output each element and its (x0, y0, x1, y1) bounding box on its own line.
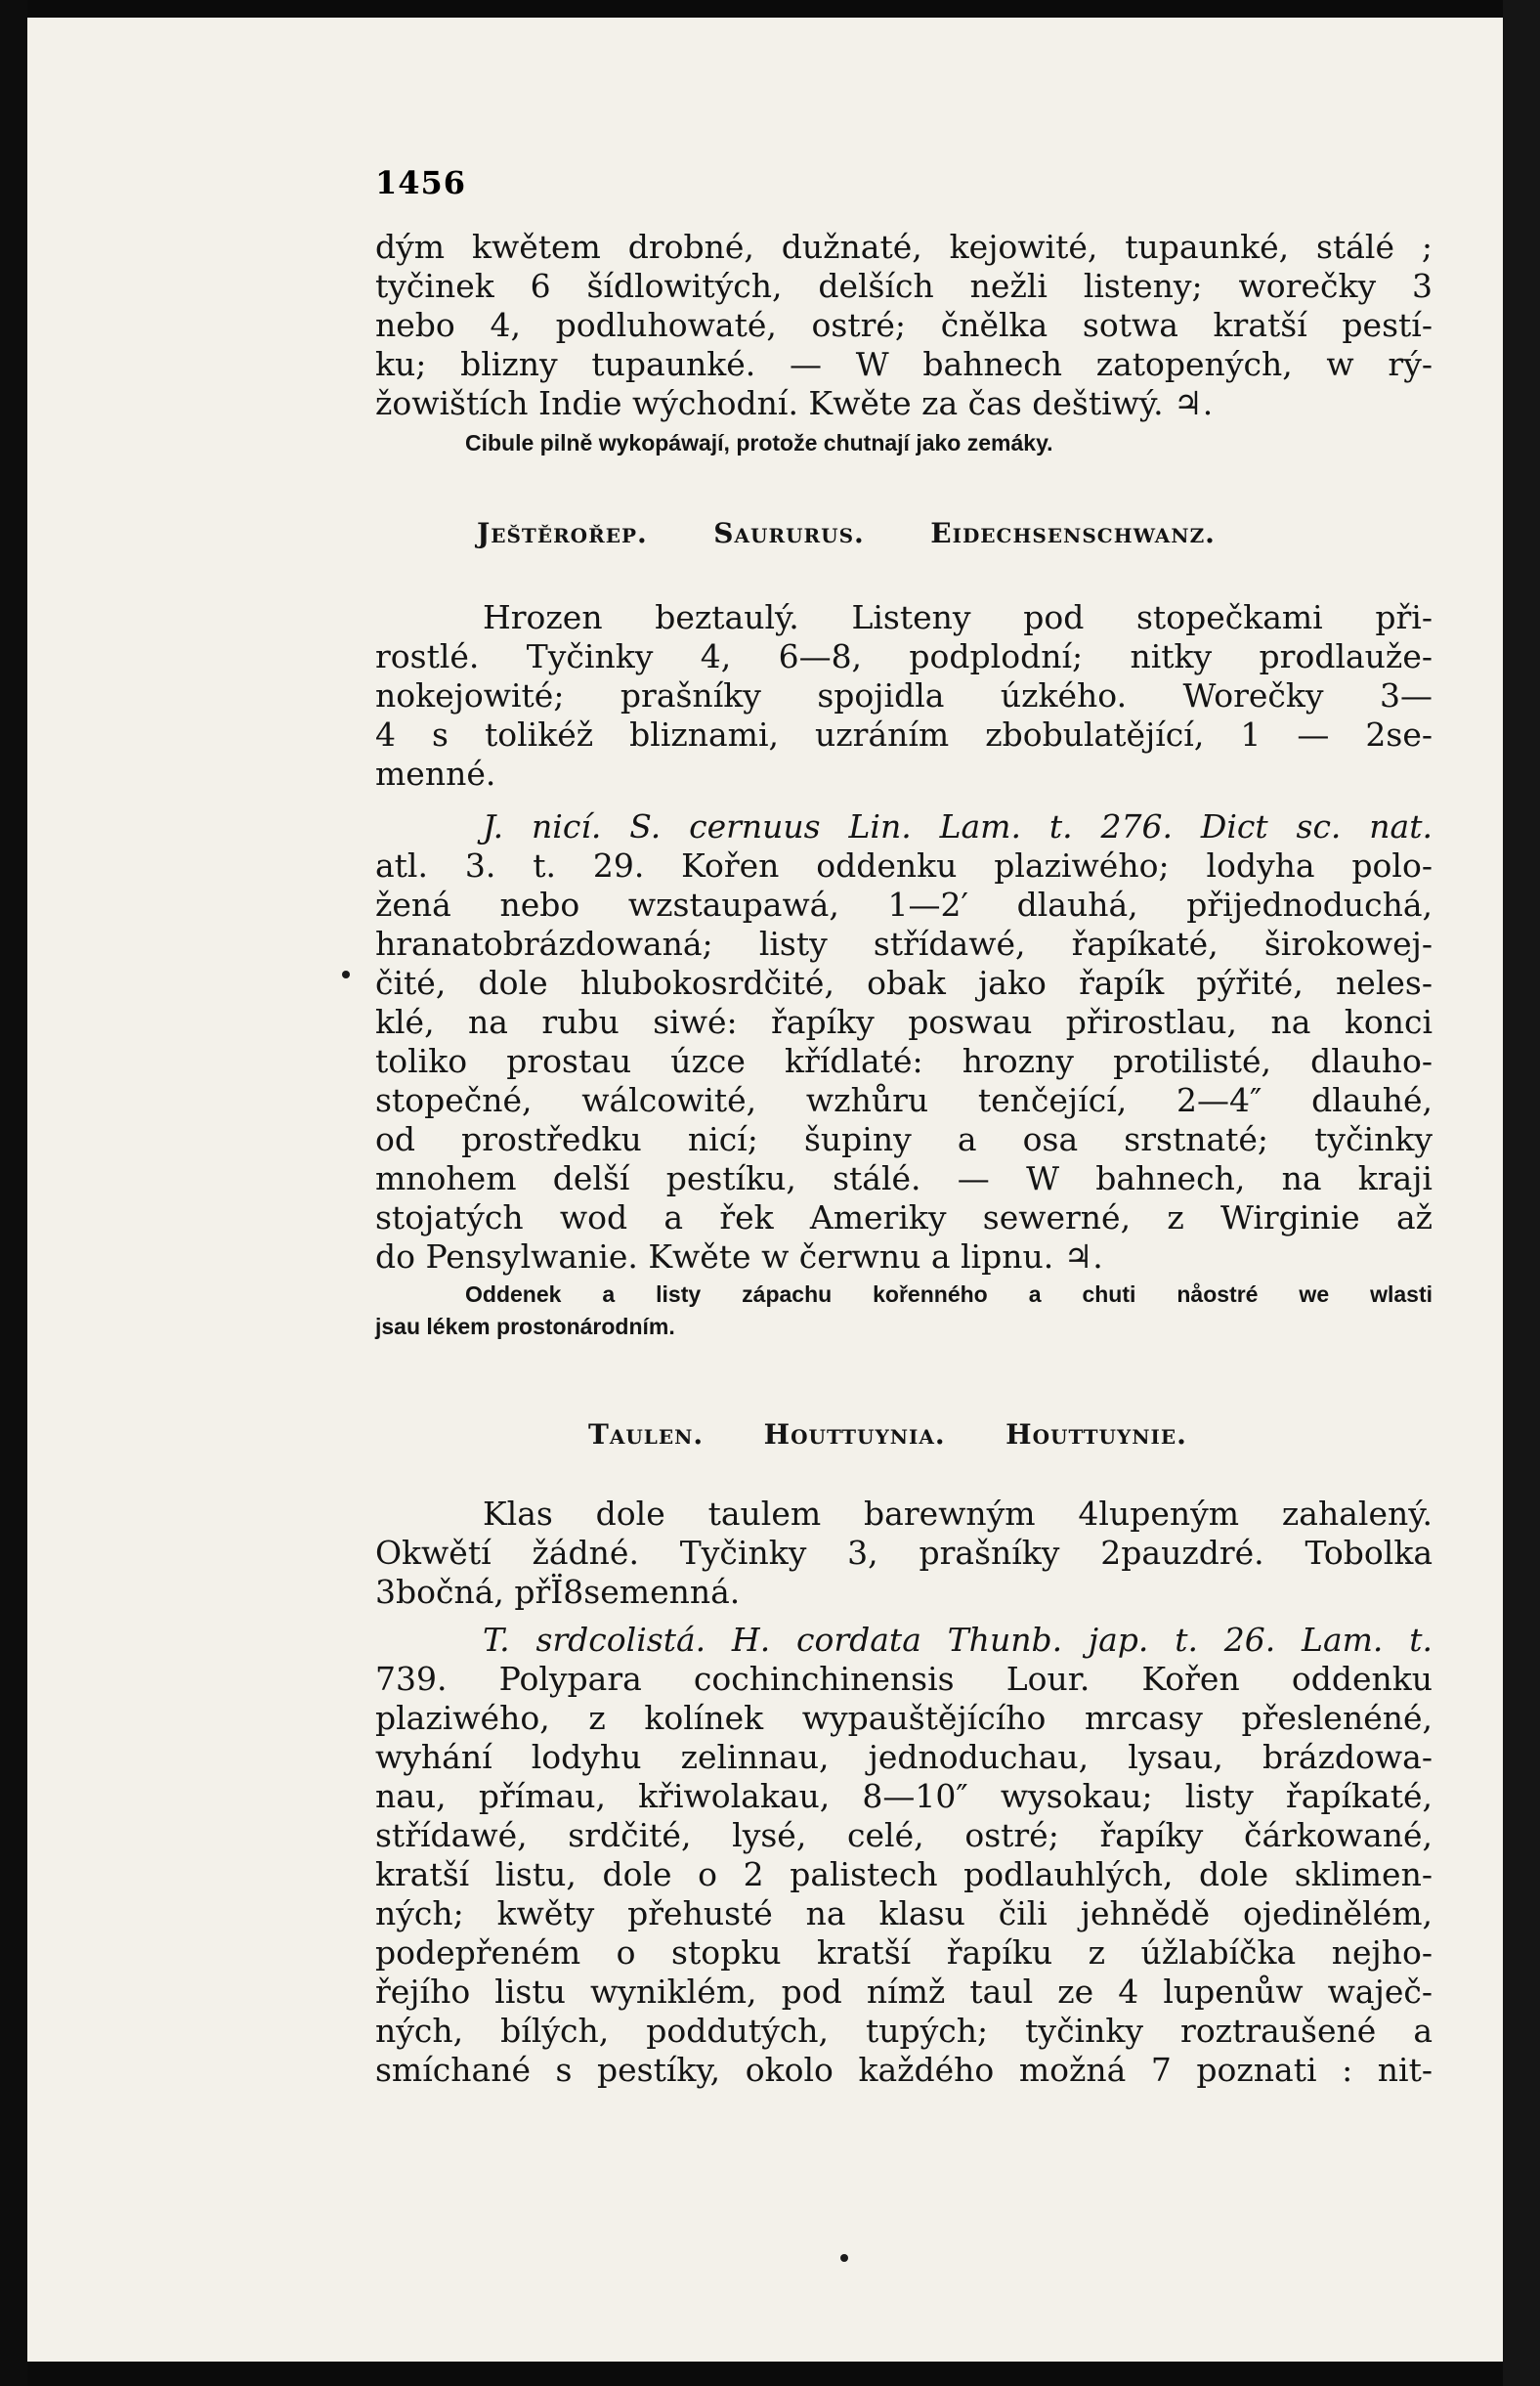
usage-note: Cibule pilně wykopáwají, protože chutnají jako zemáky. (465, 430, 1053, 456)
text-line: tyčinek 6 šídlowitých, delších nežli listeny; worečky 3 (375, 267, 1433, 305)
text-line: toliko prostau úzce křídlaté: hrozny protilisté, dlauho- (375, 1042, 1433, 1080)
text-line: kratší listu, dole o 2 palistech podlauhlých, dole sklimen- (375, 1855, 1433, 1893)
page-number: 1456 (375, 164, 467, 201)
text-line: 4 s tolikéž bliznami, uzráním zbobulatějící, 1 — 2se- (375, 716, 1433, 754)
ink-speck (840, 2254, 848, 2262)
text-line: J. nicí. S. cernuus Lin. Lam. t. 276. Dict sc. nat. (483, 807, 1433, 846)
book-page (27, 18, 1511, 2362)
text-line: střídawé, srdčité, lysé, celé, ostré; řapíky čárkowané, (375, 1816, 1433, 1854)
genus-latin-name: Saururus. (713, 517, 865, 549)
text-line: hranatobrázdowaná; listy střídawé, řapíkaté, širokowej- (375, 925, 1433, 963)
text-line: Klas dole taulem barewným 4lupeným zahalený. (483, 1495, 1433, 1533)
paragraph-species-saururus (375, 807, 1433, 1343)
text-line: nokejowité; prašníky spojidla úzkého. Worečky 3— (375, 676, 1433, 715)
text-line: wyhání lodyhu zelinnau, jednoduchau, lysau, brázdowa- (375, 1738, 1433, 1776)
genus-latin-name: Houttuynia. (763, 1418, 946, 1451)
text-line: plaziwého, z kolínek wypauštějícího mrcasy přeslenéné, (375, 1699, 1433, 1737)
genus-heading-saururus (375, 514, 1433, 553)
text-line: žowištích Indie wýchodní. Kwěte za čas deštiwý. ♃. (375, 384, 1214, 422)
text-line: 3bočná, přÏ8semenná. (375, 1573, 741, 1611)
genus-czech-name: Ještěrořep. (477, 517, 648, 549)
text-line: Okwětí žádné. Tyčinky 3, prašníky 2pauzdré. Tobolka (375, 1534, 1433, 1572)
text-line: smíchané s pestíky, okolo každého možná 7 poznati : nit- (375, 2051, 1433, 2089)
text-line: ku; blizny tupaunké. — W bahnech zatopených, w rý- (375, 345, 1433, 383)
text-line: řejího listu wyniklém, pod nímž taul ze 4 lupenůw waječ- (375, 1973, 1433, 2011)
genus-czech-name: Taulen. (588, 1418, 705, 1451)
paragraph-genus-description-2 (375, 1495, 1433, 1612)
ink-speck (342, 971, 350, 978)
text-line: Hrozen beztaulý. Listeny pod stopečkami při- (483, 598, 1433, 636)
text-line: dým kwětem drobné, dužnaté, kejowité, tupaunké, stálé ; (375, 228, 1433, 266)
text-line: do Pensylwanie. Kwěte w čerwnu a lipnu. ♃. (375, 1237, 1103, 1276)
text-line: ných; kwěty přehusté na klasu čili jehnědě ojedinělém, (375, 1894, 1433, 1932)
paragraph-genus-description (375, 598, 1433, 794)
text-line: podepřeném o stopku kratší řapíku z úžlabíčka nejho- (375, 1933, 1433, 1972)
text-line: stopečné, wálcowité, wzhůru tenčející, 2—4″ dlauhé, (375, 1081, 1433, 1119)
note-line: jsau lékem prostonárodním. (375, 1314, 675, 1339)
text-line: klé, na rubu siwé: řapíky poswau přirostlau, na konci (375, 1003, 1433, 1041)
text-line: atl. 3. t. 29. Kořen oddenku plaziwého; lodyha polo- (375, 846, 1433, 885)
paragraph-description-end (375, 228, 1433, 459)
text-line: žená nebo wzstaupawá, 1—2′ dlauhá, přijednoduchá, (375, 886, 1433, 924)
text-line: ných, bílých, poddutých, tupých; tyčinky roztraušené a (375, 2012, 1433, 2050)
text-line: mnohem delší pestíku, stálé. — W bahnech, na kraji (375, 1159, 1433, 1197)
genus-german-name: Houttuynie. (1005, 1418, 1187, 1451)
scan-left-border (0, 0, 27, 2386)
note-line: Oddenek a listy zápachu kořenného a chuti nåostré we wlasti (465, 1281, 1433, 1307)
genus-heading-houttuynia (375, 1415, 1433, 1454)
usage-note (375, 1279, 1433, 1343)
scan-right-border (1503, 0, 1540, 2386)
paragraph-species-houttuynia (375, 1621, 1433, 2090)
text-line: nau, přímau, křiwolakau, 8—10″ wysokau; listy řapíkaté, (375, 1777, 1433, 1815)
text-line: T. srdcolistá. H. cordata Thunb. jap. t. 26. Lam. t. (483, 1621, 1433, 1659)
genus-german-name: Eidechsenschwanz. (930, 517, 1216, 549)
text-line: menné. (375, 755, 496, 793)
text-line: rostlé. Tyčinky 4, 6—8, podplodní; nitky prodlauže- (375, 637, 1433, 675)
text-line: od prostředku nicí; šupiny a osa srstnaté; tyčinky (375, 1120, 1433, 1158)
text-line: 739. Polypara cochinchinensis Lour. Kořen oddenku (375, 1660, 1433, 1698)
text-line: stojatých wod a řek Ameriky sewerné, z Wirginie až (375, 1198, 1433, 1236)
text-line: čité, dole hlubokosrdčité, obak jako řapík pýřité, neles- (375, 964, 1433, 1002)
text-line: nebo 4, podluhowaté, ostré; čnělka sotwa kratší pestí- (375, 306, 1433, 344)
